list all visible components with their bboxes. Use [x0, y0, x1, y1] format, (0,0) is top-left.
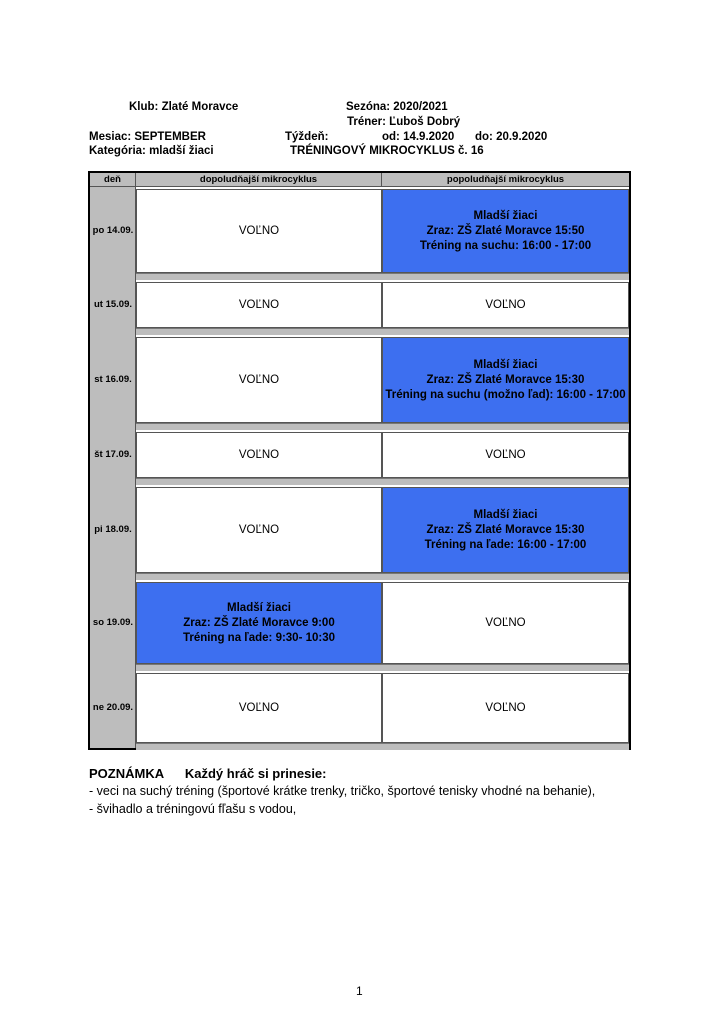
afternoon-text [485, 616, 525, 631]
week-label: Týždeň: [285, 131, 329, 143]
day-label: ne 20.09. [92, 702, 134, 713]
row-separator [136, 573, 629, 580]
month: Mesiac: SEPTEMBER [89, 131, 206, 143]
morning-cell [136, 673, 382, 743]
morning-text [183, 601, 335, 646]
day-label: st 16.09. [94, 374, 132, 385]
morning-text [239, 448, 279, 463]
cell-line: VOĽNO [485, 701, 526, 714]
row-separator [136, 743, 629, 750]
morning-text [239, 523, 279, 538]
day-label: št 17.09. [94, 449, 132, 460]
afternoon-cell [382, 282, 629, 328]
note-title: POZNÁMKA [89, 766, 164, 781]
note-line-2: - švihadlo a tréningovú fľašu s vodou, [89, 802, 297, 816]
cell-line: VOĽNO [238, 298, 280, 311]
row-separator [136, 423, 629, 430]
note-line-1: - veci na suchý tréning (športové krátke trenky, tričko, športové tenisky vhodné na behanie), [89, 784, 596, 798]
afternoon-cell [382, 337, 629, 423]
day-label: po 14.09. [92, 225, 134, 236]
row-separator [136, 328, 629, 335]
afternoon-cell [382, 673, 629, 743]
row-separator [136, 273, 629, 280]
afternoon-text [485, 448, 525, 463]
morning-cell [136, 582, 382, 664]
afternoon-cell [382, 189, 629, 273]
schedule-table [88, 171, 631, 750]
afternoon-text [420, 209, 591, 254]
cell-line: Zraz: ZŠ Zlaté Moravce 9:00 [183, 616, 335, 629]
page-number: 1 [356, 984, 363, 998]
cell-line: VOĽNO [238, 224, 280, 237]
coach-name: Tréner: Ľuboš Dobrý [347, 116, 461, 128]
season: Sezóna: 2020/2021 [346, 101, 448, 113]
cell-line: Tréning na ľade: 16:00 - 17:00 [424, 538, 587, 551]
club-name: Klub: Zlaté Moravce [129, 101, 239, 113]
row-separator [136, 664, 629, 671]
cell-line: VOĽNO [485, 448, 526, 461]
cell-line: Tréning na suchu: 16:00 - 17:00 [419, 239, 592, 252]
cell-line: VOĽNO [485, 298, 526, 311]
day-label: so 19.09. [92, 617, 134, 628]
day-label: ut 15.09. [93, 299, 133, 310]
cell-line: VOĽNO [238, 448, 280, 461]
morning-cell [136, 282, 382, 328]
column-header-afternoon: popoludňajší mikrocyklus [382, 173, 629, 187]
afternoon-cell [382, 432, 629, 478]
afternoon-cell [382, 487, 629, 573]
cell-line: Mladší žiaci [473, 508, 538, 521]
category: Kategória: mladší žiaci [89, 145, 214, 157]
week-to: do: 20.9.2020 [475, 131, 548, 143]
morning-cell [136, 432, 382, 478]
note-heading [89, 766, 327, 781]
day-column [90, 187, 136, 748]
morning-text [239, 298, 279, 313]
cell-line: Mladší žiaci [473, 358, 538, 371]
cell-line: Zraz: ZŠ Zlaté Moravce 15:50 [426, 224, 585, 237]
afternoon-cell [382, 582, 629, 664]
afternoon-text [385, 358, 625, 403]
cell-line: Zraz: ZŠ Zlaté Moravce 15:30 [426, 523, 585, 536]
morning-cell [136, 337, 382, 423]
cell-line: Mladší žiaci [227, 601, 291, 614]
cell-line: VOĽNO [238, 523, 280, 536]
morning-text [239, 701, 279, 716]
morning-cell [136, 487, 382, 573]
cell-line: VOĽNO [238, 701, 280, 714]
note-subtitle: Každý hráč si prinesie: [184, 766, 327, 781]
cell-line: Tréning na ľade: 9:30- 10:30 [182, 631, 336, 644]
afternoon-text [485, 701, 525, 716]
column-header-morning: dopoludňajší mikrocyklus [136, 173, 382, 187]
morning-text [239, 373, 279, 388]
cell-line: VOĽNO [238, 373, 280, 386]
row-separator [136, 478, 629, 485]
day-label: pi 18.09. [94, 524, 132, 535]
afternoon-text [425, 508, 587, 553]
cell-line: Tréning na suchu (možno ľad): 16:00 - 17:00 [385, 388, 626, 401]
week-from: od: 14.9.2020 [382, 131, 455, 143]
column-header-day: deň [90, 173, 136, 187]
cycle-title: TRÉNINGOVÝ MIKROCYKLUS č. 16 [290, 145, 484, 157]
cell-line: Mladší žiaci [473, 209, 538, 222]
morning-text [239, 224, 279, 239]
afternoon-text [485, 298, 525, 313]
morning-cell [136, 189, 382, 273]
cell-line: Zraz: ZŠ Zlaté Moravce 15:30 [426, 373, 585, 386]
cell-line: VOĽNO [485, 616, 526, 629]
